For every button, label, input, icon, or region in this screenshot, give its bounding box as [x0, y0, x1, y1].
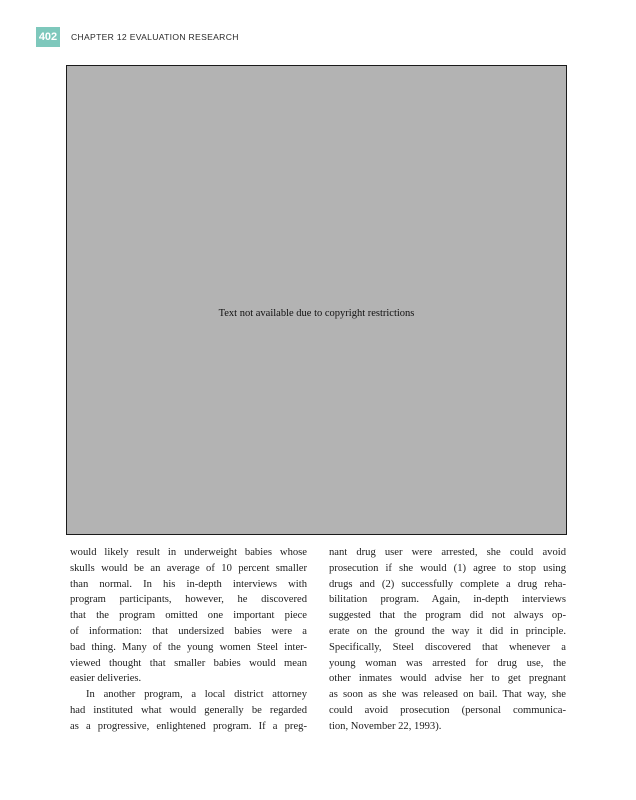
copyright-placeholder-figure [66, 65, 567, 535]
copyright-notice-text: Text not available due to copyright restrictions [218, 308, 415, 319]
text-line: erate on the ground the way it did in principle. [329, 625, 566, 637]
text-line: tion, November 22, 1993). [329, 720, 442, 732]
text-line: suggested that the program did not always op- [329, 610, 566, 622]
text-line: young woman was arrested for drug use, the [329, 657, 566, 669]
text-line: In another program, a local district attorney [86, 689, 307, 701]
body-text-left-column [70, 545, 307, 735]
text-line: could avoid prosecution (personal communica- [329, 704, 566, 716]
text-line: easier deliveries. [70, 673, 142, 685]
text-line: nant drug user were arrested, she could avoid [329, 547, 566, 558]
text-line: prosecution if she would (1) agree to stop using [329, 562, 566, 574]
text-line: as a progressive, enlightened program. If a preg- [70, 720, 307, 732]
text-line: other inmates would advise her to get pregnant [329, 673, 566, 685]
text-line: drugs and (2) successfully complete a drug reha- [329, 578, 566, 590]
body-text-right-column [329, 545, 566, 735]
text-line: of information: that undersized babies were a [70, 625, 307, 637]
text-line: bad thing. Many of the young women Steel inter- [70, 641, 307, 653]
text-line: skulls would be an average of 10 percent smaller [70, 562, 307, 574]
text-line: would likely result in underweight babies whose [70, 547, 307, 558]
page-number: 402 [36, 27, 60, 47]
text-line: that the program omitted one important piece [70, 610, 307, 622]
text-line: had instituted what would generally be regarded [70, 704, 307, 716]
text-line: than normal. In his in-depth interviews with [70, 578, 307, 590]
running-head-chapter-title: CHAPTER 12 EVALUATION RESEARCH [71, 32, 239, 42]
text-line: program participants, however, he discovered [70, 594, 307, 606]
text-line: bilitation program. Again, in-depth interviews [329, 594, 566, 606]
text-line: Specifically, Steel discovered that whenever a [329, 641, 566, 653]
text-line: viewed thought that smaller babies would mean [70, 657, 307, 669]
text-line: as soon as she was released on bail. That way, she [329, 689, 566, 701]
